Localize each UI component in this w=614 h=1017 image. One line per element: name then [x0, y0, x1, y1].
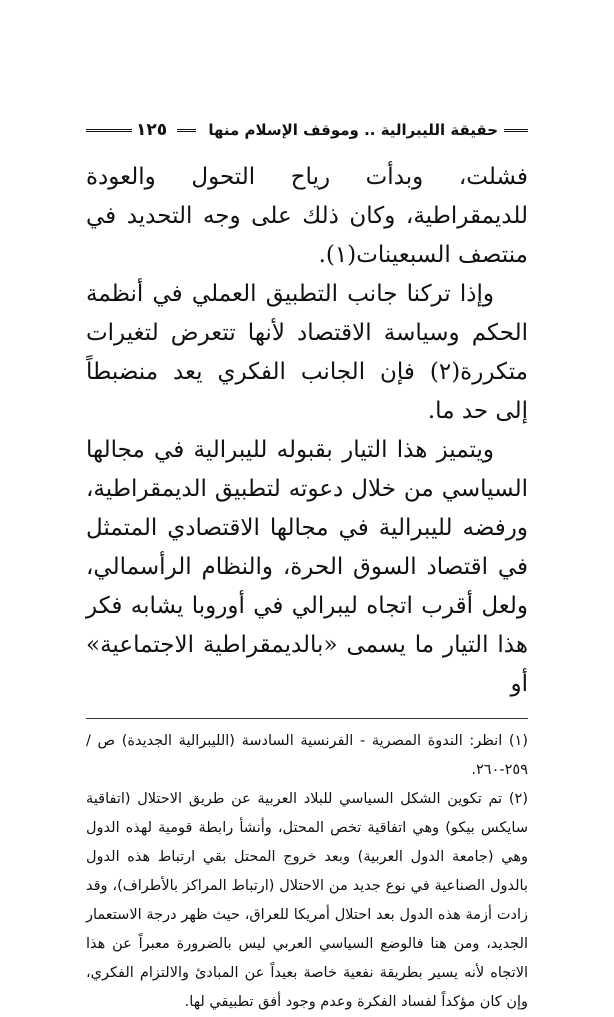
footnote-1: (١) انظر: الندوة المصرية - الفرنسية السادسة (الليبرالية الجديدة) ص / ٢٥٩-٢٦٠. [86, 733, 528, 778]
page-number: ١٢٥ [136, 120, 168, 140]
header-rule-right [504, 129, 528, 132]
paragraph-1: فشلت، وبدأت رياح التحول والعودة للديمقراطية، وكان ذلك على وجه التحديد في منتصف السبعينات(١). [86, 164, 528, 268]
paragraph-3: ويتميز هذا التيار بقبوله لليبرالية في مجالها السياسي من خلال دعوته لتطبيق الديمقراطية، ورفضه لليبرالية في مجالها الاقتصادي المتمثل في اقتصاد السوق الحرة، والنظام الرأسمالي، ولعل أقرب اتجاه ليبرالي في أوروبا يشابه فكر هذا التيار ما يسمى «بالديمقراطية الاجتماعية» أو [86, 437, 528, 697]
paragraph-2: وإذا تركنا جانب التطبيق العملي في أنظمة الحكم وسياسة الاقتصاد لأنها تتعرض لتغيرات متكررة(٢) فإن الجانب الفكري يعد منضبطاً إلى حد ما. [86, 281, 528, 424]
running-header [86, 112, 528, 148]
footnotes [86, 727, 528, 1017]
header-rule-middle [177, 129, 196, 132]
footnote-2: (٢) تم تكوين الشكل السياسي للبلاد العربية عن طريق الاحتلال (اتفاقية سايكس بيكو) وهي اتفاقية تخص المحتل، وأنشأ رابطة قومية لهذه الدول وهي (جامعة الدول العربية) وبعد خروج المحتل بقي ارتباط هذه الدول بالدول الصناعية في نوع جديد من الاحتلال (ارتباط المراكز بالأطراف)، وقد زادت أزمة هذه الدول بعد احتلال أمريكا للعراق، حيث ظهر درجة الاستعمار الجديد، ومن هنا فالوضع السياسي العربي ليس بالضرورة معبراً عن هذا الاتجاه لأنه يسير بطريقة نفعية خاصة بعيداً عن المبادئ والالتزام الفكري، وإن كان مؤكداً لفساد الفكرة وعدم وجود أفق تطبيقي لها. [86, 791, 528, 1010]
main-text [86, 158, 528, 704]
footnote-separator [86, 718, 528, 719]
header-title: حقيقة الليبرالية .. وموقف الإسلام منها [208, 121, 498, 139]
header-rule-left [86, 129, 132, 132]
